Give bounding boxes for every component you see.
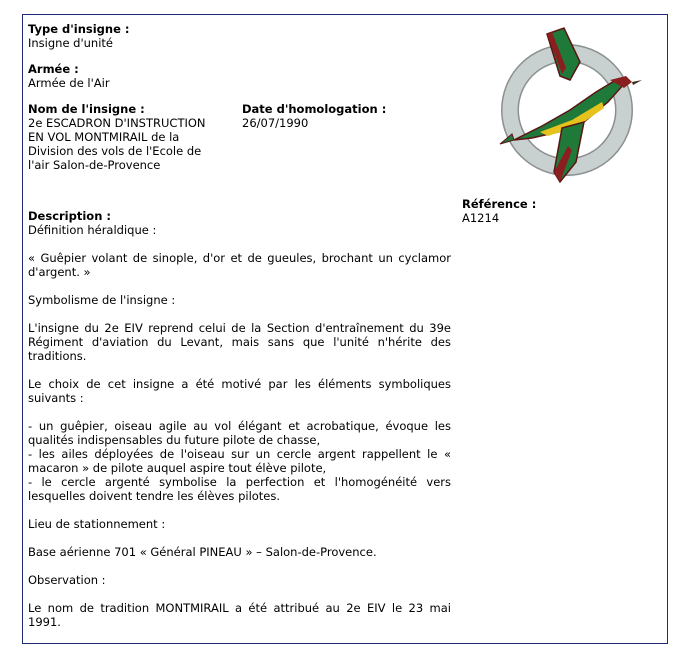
paragraph-observation-heading: Observation :	[28, 573, 106, 587]
paragraph-location: Base aérienne 701 « Général PINEAU » – Salon-de-Provence.	[28, 545, 377, 559]
paragraph-symbolism-heading: Symbolisme de l'insigne :	[28, 293, 176, 307]
paragraph-bullet-circle: - le cercle argenté symbolise la perfection et l'homogénéité vers lesquelles doivent tendre les élèves pilotes.	[28, 475, 451, 503]
armee-value: Armée de l'Air	[28, 76, 110, 90]
date-label: Date d'homologation :	[242, 102, 387, 116]
reference-label: Référence :	[462, 197, 537, 211]
reference-value: A1214	[462, 211, 500, 225]
paragraph-bullet-wings: - les ailes déployées de l'oiseau sur un cercle argent rappellent le « macaron » de pilote auquel aspire tout élève pilote,	[28, 447, 451, 475]
paragraph-heraldic-definition: « Guêpier volant de sinople, d'or et de gueules, brochant un cyclamor d'argent. »	[28, 251, 451, 279]
nom-label: Nom de l'insigne :	[28, 102, 145, 116]
date-value: 26/07/1990	[242, 116, 309, 130]
paragraph-observation: Le nom de tradition MONTMIRAIL a été attribué au 2e EIV le 23 mai 1991.	[28, 601, 451, 629]
nom-value: 2e ESCADRON D'INSTRUCTION EN VOL MONTMIRAIL de la Division des vols de l'Ecole de l'air Salon-de-Provence	[28, 116, 206, 172]
paragraph-symbolism-intro: L'insigne du 2e EIV reprend celui de la Section d'entraînement du 39e Régiment d'aviation du Levant, mais sans que l'unité n'hérite des traditions.	[28, 321, 451, 363]
description-label: Description :	[28, 209, 111, 223]
paragraph-location-heading: Lieu de stationnement :	[28, 517, 166, 531]
paragraph-choice: Le choix de cet insigne a été motivé par les éléments symboliques suivants :	[28, 377, 451, 405]
type-value: Insigne d'unité	[28, 36, 114, 50]
type-label: Type d'insigne :	[28, 22, 130, 36]
bird-beak	[632, 80, 642, 85]
paragraph-heraldic-heading: Définition héraldique :	[28, 223, 157, 237]
insignia-badge-image	[492, 22, 642, 187]
paragraph-bullet-bird: - un guêpier, oiseau agile au vol élégant et acrobatique, évoque les qualités indispensables du future pilote de chasse,	[28, 419, 451, 447]
armee-label: Armée :	[28, 62, 79, 76]
